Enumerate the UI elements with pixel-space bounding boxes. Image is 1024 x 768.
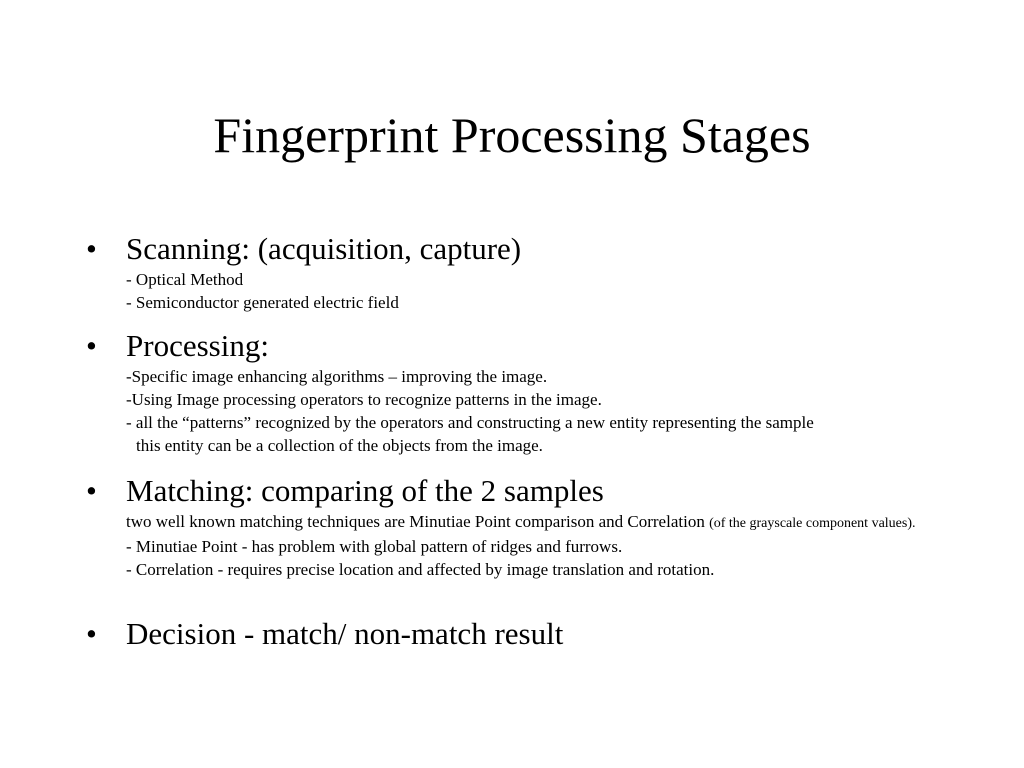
sub-line: -Using Image processing operators to recognize patterns in the image.: [126, 390, 602, 409]
sub-intro: [126, 510, 916, 535]
sub-line: - all the “patterns” recognized by the operators and constructing a new entity representing the sample: [126, 413, 814, 432]
bullet-heading-decision: Decision - match/ non-match result: [126, 616, 564, 651]
sub-line: - Minutiae Point - has problem with global pattern of ridges and furrows.: [126, 537, 623, 556]
sub-intro-text: two well known matching techniques are Minutiae Point comparison and Correlation: [126, 512, 705, 531]
sub-intro-small: (of the grayscale component values).: [709, 516, 916, 531]
bullet-heading-scanning: Scanning: (acquisition, capture): [126, 231, 522, 266]
slide-title: Fingerprint Processing Stages: [213, 107, 811, 163]
sub-line: - Semiconductor generated electric field: [126, 293, 399, 312]
bullet-processing: [86, 327, 814, 457]
sub-line: this entity can be a collection of the objects from the image.: [136, 436, 543, 455]
bullet-heading-processing: Processing:: [126, 328, 269, 363]
bullet-dot-icon: •: [86, 231, 97, 266]
bullet-dot-icon: •: [86, 616, 97, 651]
sub-line: -Specific image enhancing algorithms – improving the image.: [126, 367, 548, 386]
bullet-heading-matching: Matching: comparing of the 2 samples: [126, 473, 604, 508]
sub-line: - Correlation - requires precise location and affected by image translation and rotation.: [126, 560, 715, 579]
bullet-scanning: [86, 230, 521, 314]
bullet-dot-icon: •: [86, 328, 97, 363]
bullet-decision: [86, 615, 563, 653]
bullet-matching: [86, 472, 916, 581]
bullet-dot-icon: •: [86, 473, 97, 508]
sub-line: - Optical Method: [126, 270, 244, 289]
